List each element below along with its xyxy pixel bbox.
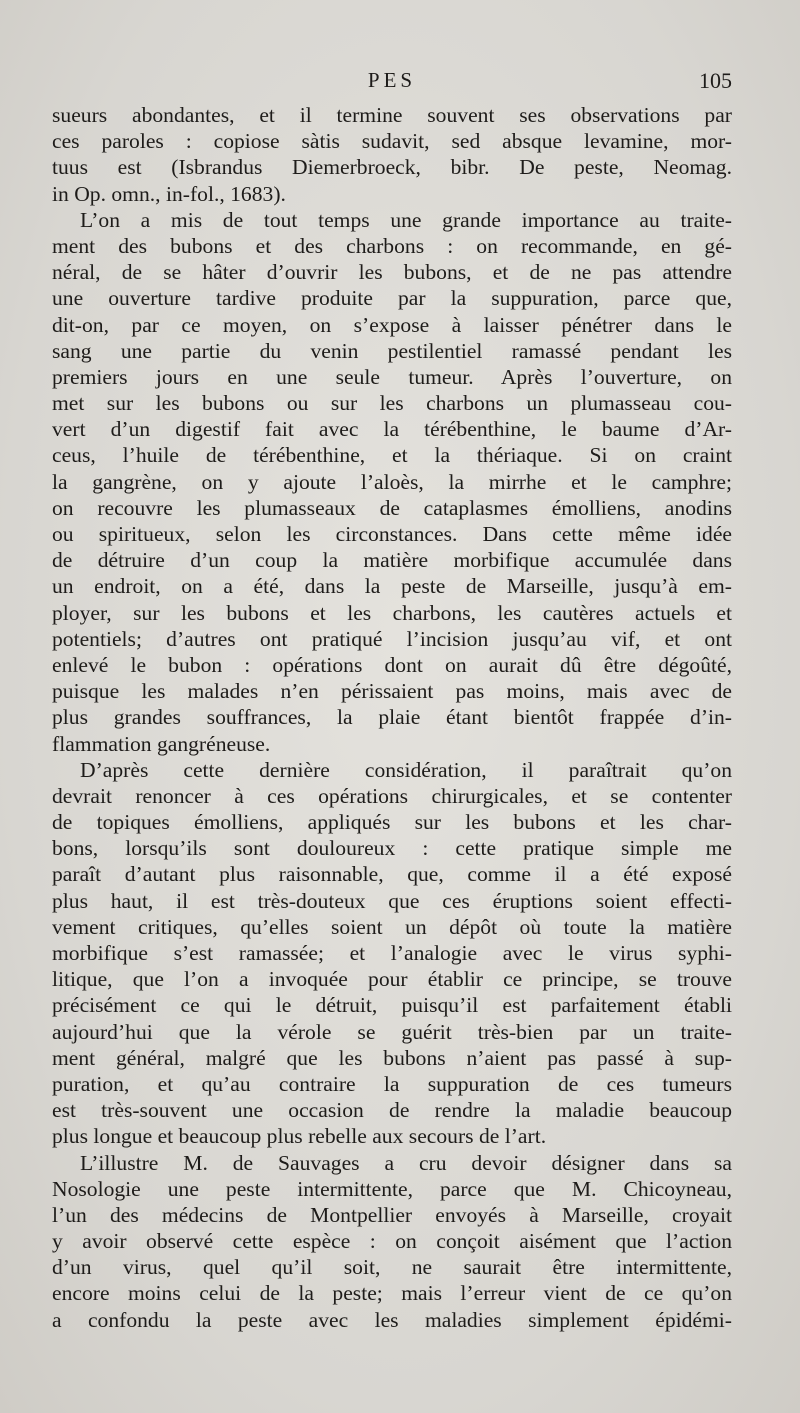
paragraph-1 [52,102,732,207]
text-line: ployer, sur les bubons et les charbons, les cautères actuels et [52,600,732,625]
text-line: plus longue et beaucoup plus rebelle aux secours de l’art. [52,1124,547,1149]
text-line: met sur les bubons ou sur les charbons un plumasseau cou- [52,391,732,416]
text-line: sueurs abondantes, et il termine souvent ses observations par [52,103,732,127]
text-line: aujourd’hui que la vérole se guérit très-bien par un traite- [52,1019,732,1044]
text-line: vement critiques, qu’elles soient un dépôt où toute la matière [52,914,732,939]
text-line: vert d’un digestif fait avec la térébenthine, le baume d’Ar- [52,417,732,442]
text-line: de topiques émolliens, appliqués sur les bubons et les char- [52,810,732,835]
text-line: ment des bubons et des charbons : on recommande, en gé- [52,233,732,258]
text-line: dit-on, par ce moyen, on s’expose à laisser pénétrer dans le [52,312,732,337]
text-line: bons, lorsqu’ils sont douloureux : cette pratique simple me [52,836,732,861]
text-line: encore moins celui de la peste; mais l’erreur vient de ce qu’on [52,1281,732,1306]
text-line: tuus est (Isbrandus Diemerbroeck, bibr. De peste, Neomag. [52,155,732,180]
text-line: Nosologie une peste intermittente, parce que M. Chicoyneau, [52,1176,732,1201]
text-line: néral, de se hâter d’ouvrir les bubons, et de ne pas attendre [52,260,732,285]
text-line: potentiels; d’autres ont pratiqué l’incision jusqu’au vif, et ont [52,626,732,651]
running-head [52,68,732,98]
text-line: devrait renoncer à ces opérations chirurgicales, et se contenter [52,783,732,808]
text-line: d’un virus, quel qu’il soit, ne saurait être intermittente, [52,1255,732,1280]
text-line: litique, que l’on a invoquée pour établir ce principe, se trouve [52,967,732,992]
text-line: plus haut, il est très-douteux que ces éruptions soient effecti- [52,888,732,913]
page-number: 105 [699,68,732,93]
text-line: ment général, malgré que les bubons n’aient pas passé à sup- [52,1045,732,1070]
text-line: a confondu la peste avec les maladies simplement épidémi- [52,1307,732,1332]
text-line: ces paroles : copiose sàtis sudavit, sed absque levamine, mor- [52,129,732,154]
body-text [52,102,732,1333]
text-line: enlevé le bubon : opérations dont on aurait dû être dégoûté, [52,652,732,677]
text-line: premiers jours en une seule tumeur. Après l’ouverture, on [52,364,732,389]
text-line: puisque les malades n’en périssaient pas moins, mais avec de [52,679,732,704]
text-line: morbifique s’est ramassée; et l’analogie avec le virus syphi- [52,941,732,965]
text-line: ou spiritueux, selon les circonstances. Dans cette même idée [52,522,732,546]
text-line: in Op. omn., in-fol., 1683). [52,181,286,206]
paragraph-4 [52,1150,732,1333]
text-line: paraît d’autant plus raisonnable, que, comme il a été exposé [52,862,732,887]
text-line: la gangrène, on y ajoute l’aloès, la mirrhe et le camphre; [52,469,732,494]
text-line: précisément ce qui le détruit, puisqu’il est parfaitement établi [52,993,732,1018]
text-line: de détruire d’un coup la matière morbifique accumulée dans [52,548,732,573]
text-line: puration, et qu’au contraire la suppuration de ces tumeurs [52,1071,732,1096]
text-line: est très-souvent une occasion de rendre la maladie beaucoup [52,1098,732,1123]
paragraph-2 [52,207,732,757]
text-line: ceus, l’huile de térébenthine, et la thériaque. Si on craint [52,443,732,468]
paragraph-3 [52,757,732,1150]
text-line: l’un des médecins de Montpellier envoyés à Marseille, croyait [52,1202,732,1227]
running-title: PES [367,68,417,92]
text-line: plus grandes souffrances, la plaie étant bientôt frappée d’in- [52,705,732,730]
text-line: on recouvre les plumasseaux de cataplasmes émolliens, anodins [52,495,732,520]
text-line: y avoir observé cette espèce : on conçoit aisément que l’action [52,1229,732,1254]
text-line: une ouverture tardive produite par la suppuration, parce que, [52,286,732,311]
text-line: L’illustre M. de Sauvages a cru devoir désigner dans sa [80,1150,732,1175]
text-line: L’on a mis de tout temps une grande importance au traite- [80,207,732,232]
text-line: flammation gangréneuse. [52,731,271,756]
text-line: D’après cette dernière considération, il paraîtrait qu’on [80,757,732,782]
text-line: un endroit, on a été, dans la peste de Marseille, jusqu’à em- [52,574,732,599]
text-line: sang une partie du venin pestilentiel ramassé pendant les [52,338,732,363]
